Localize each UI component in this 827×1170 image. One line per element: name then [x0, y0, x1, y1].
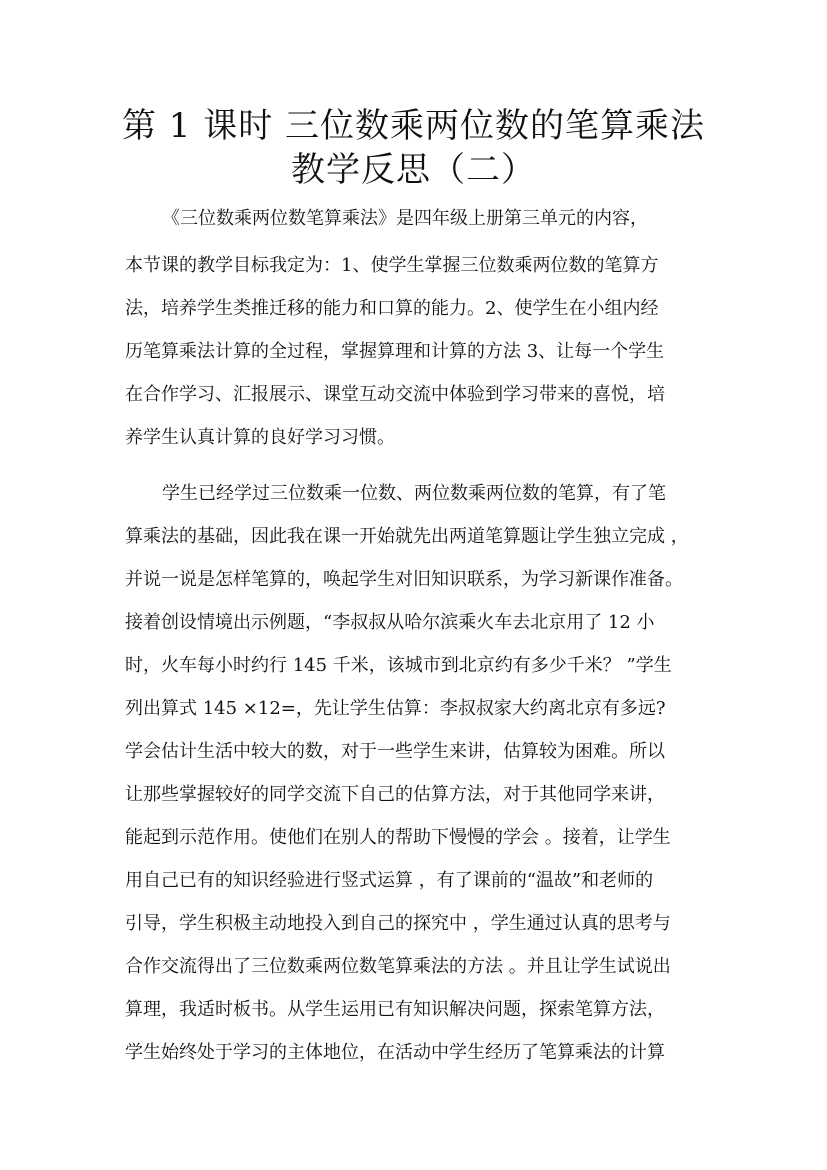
- paragraph-2-line: 让那些掌握较好的同学交流下自己的估算方法，对于其他同学来讲，: [125, 784, 665, 805]
- paragraph-2-line: 能起到示范作用。使他们在别人的帮助下慢慢的学会 。接着，让学生: [125, 827, 671, 848]
- paragraph-2-line: 学生已经学过三位数乘一位数、两位数乘两位数的笔算，有了笔: [162, 483, 666, 504]
- document-title-line-2: 教学反思（二）: [291, 150, 536, 190]
- paragraph-2-line: 时，火车每小时约行 145 千米，该城市到北京约有多少千米？ ”学生: [125, 655, 672, 676]
- paragraph-2-line: 并说一说是怎样笔算的，唤起学生对旧知识联系，为学习新课作准备。: [125, 569, 683, 590]
- paragraph-2-line: 算理，我适时板书。从学生运用已有知识解决问题，探索笔算方法，: [125, 999, 665, 1020]
- paragraph-2-line: 算乘法的基础，因此我在课一开始就先出两道笔算题让学生独立完成 ，: [125, 526, 689, 547]
- paragraph-2-line: 用自己已有的知识经验进行竖式运算 ，有了课前的“温故”和老师的: [125, 870, 654, 891]
- paragraph-2-line: 学生始终处于学习的主体地位，在活动中学生经历了笔算乘法的计算: [125, 1042, 665, 1063]
- document-title-line-1: 第 1 课时 三位数乘两位数的笔算乘法: [121, 106, 706, 146]
- paragraph-2-line: 引导，学生积极主动地投入到自己的探究中 ，学生通过认真的思考与: [125, 913, 671, 934]
- paragraph-1-line: 历笔算乘法计算的全过程，掌握算理和计算的方法 3、让每一个学生: [125, 341, 665, 362]
- paragraph-1-line: 养学生认真计算的良好学习习惯。: [125, 427, 395, 448]
- paragraph-1-line: 《三位数乘两位数笔算乘法》是四年级上册第三单元的内容，: [162, 208, 648, 229]
- paragraph-1-line: 在合作学习、汇报展示、课堂互动交流中体验到学习带来的喜悦，培: [125, 384, 665, 405]
- paragraph-2-line: 合作交流得出了三位数乘两位数笔算乘法的方法 。并且让学生试说出: [125, 956, 671, 977]
- paragraph-2-line: 学会估计生活中较大的数，对于一些学生来讲，估算较为困难。所以: [125, 741, 665, 762]
- paragraph-2-line: 列出算式 145 ×12=，先让学生估算：李叔叔家大约离北京有多远?: [125, 698, 666, 719]
- paragraph-1-line: 本节课的教学目标我定为：1、使学生掌握三位数乘两位数的笔算方: [125, 255, 659, 276]
- paragraph-2-line: 接着创设情境出示例题，“李叔叔从哈尔滨乘火车去北京用了 12 小: [125, 612, 655, 633]
- paragraph-1-line: 法，培养学生类推迁移的能力和口算的能力。2、使学生在小组内经: [125, 298, 659, 319]
